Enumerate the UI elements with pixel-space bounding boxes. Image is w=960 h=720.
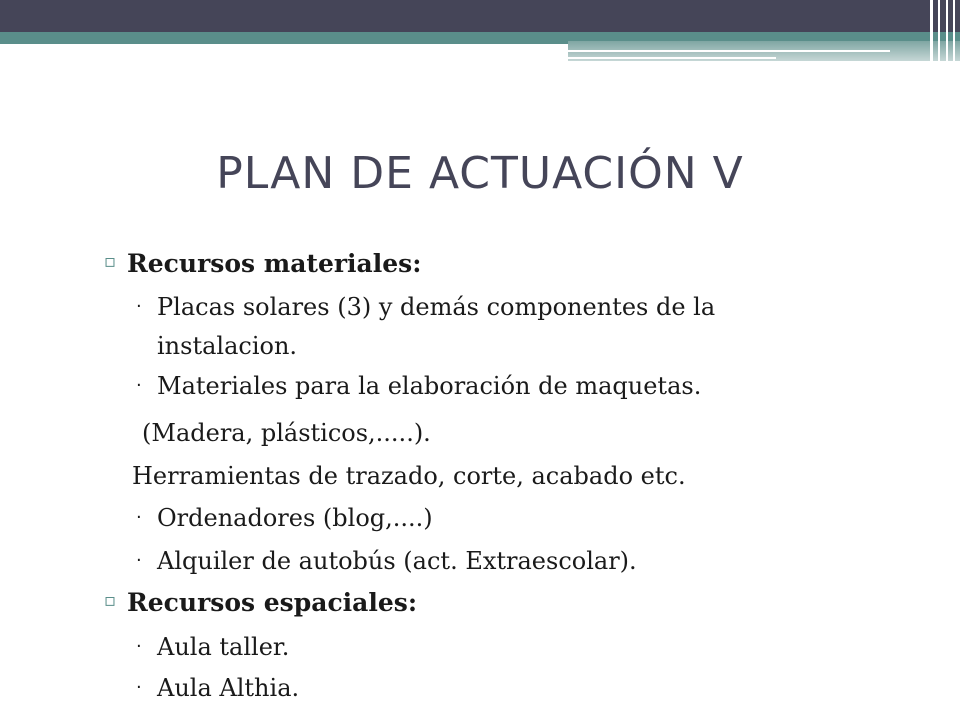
- square-bullet-icon: ▫: [104, 251, 117, 272]
- section-heading-espaciales: Recursos espaciales:: [127, 588, 418, 617]
- list-item-note: (Madera, plásticos,.....).: [142, 419, 431, 447]
- dot-bullet-icon: ·: [136, 296, 142, 317]
- list-item-continuation: instalacion.: [157, 332, 298, 360]
- list-item: Ordenadores (blog,....): [157, 504, 433, 532]
- list-item: Aula taller.: [157, 633, 290, 661]
- list-item: Placas solares (3) y demás componentes de la: [157, 293, 716, 321]
- slide-title: PLAN DE ACTUACIÓN V: [216, 148, 744, 199]
- dot-bullet-icon: ·: [136, 375, 142, 396]
- section-heading-materiales: Recursos materiales:: [127, 249, 422, 278]
- list-item: Aula Althia.: [157, 674, 300, 702]
- list-item: Alquiler de autobús (act. Extraescolar).: [157, 547, 637, 575]
- dot-bullet-icon: ·: [136, 550, 142, 571]
- list-item: Materiales para la elaboración de maquetas.: [157, 372, 702, 400]
- square-bullet-icon: ▫: [104, 590, 117, 611]
- list-item-note: Herramientas de trazado, corte, acabado etc.: [132, 462, 686, 490]
- dot-bullet-icon: ·: [136, 507, 142, 528]
- dot-bullet-icon: ·: [136, 636, 142, 657]
- dot-bullet-icon: ·: [136, 677, 142, 698]
